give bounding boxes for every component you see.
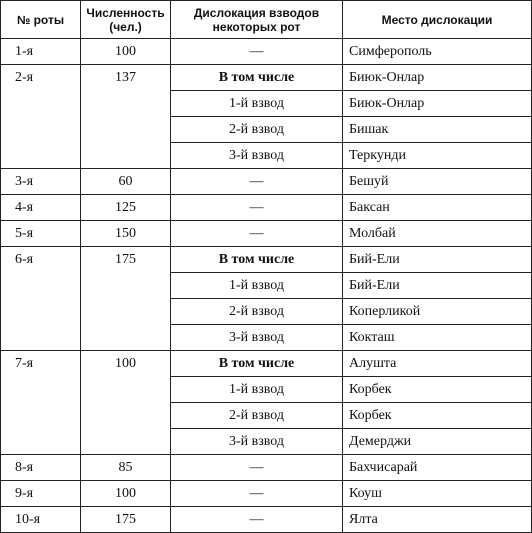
platoon-cell: В том числе [171,247,343,273]
platoon-cell: 1-й взвод [171,273,343,299]
company-number-cell: 4-я [1,195,81,221]
location-cell: Бишак [343,117,532,143]
platoon-cell: 2-й взвод [171,117,343,143]
platoon-cell: 3-й взвод [171,143,343,169]
table-row [1,507,532,533]
location-cell: Коперликой [343,299,532,325]
location-cell: Биюк-Онлар [343,91,532,117]
table-body [1,39,532,533]
platoon-cell: 3-й взвод [171,325,343,351]
table-row [1,65,532,91]
header-platoon-dislocation: Дислокация взводов некоторых рот [171,1,343,39]
table-row [1,221,532,247]
platoon-cell: — [171,195,343,221]
location-cell: Корбек [343,377,532,403]
platoon-cell: В том числе [171,65,343,91]
company-number-cell: 5-я [1,221,81,247]
header-row [1,1,532,39]
company-number-cell: 8-я [1,455,81,481]
location-cell: Демерджи [343,429,532,455]
location-cell: Биюк-Онлар [343,65,532,91]
headcount-cell: 175 [81,507,171,533]
headcount-cell: 100 [81,39,171,65]
company-number-cell: 7-я [1,351,81,455]
location-cell: Ялта [343,507,532,533]
company-number-cell: 1-я [1,39,81,65]
table-row [1,455,532,481]
headcount-cell: 150 [81,221,171,247]
company-number-cell: 10-я [1,507,81,533]
table-row [1,351,532,377]
location-cell: Бешуй [343,169,532,195]
table-row [1,195,532,221]
company-number-cell: 2-я [1,65,81,169]
table-row [1,39,532,65]
location-cell: Коуш [343,481,532,507]
location-cell: Бий-Ели [343,247,532,273]
location-cell: Молбай [343,221,532,247]
company-number-cell: 3-я [1,169,81,195]
platoon-cell: — [171,455,343,481]
platoon-cell: В том числе [171,351,343,377]
header-headcount: Численность (чел.) [81,1,171,39]
location-cell: Корбек [343,403,532,429]
location-cell: Теркунди [343,143,532,169]
table-row [1,247,532,273]
platoon-cell: — [171,507,343,533]
header-company-number: № роты [1,1,81,39]
location-cell: Кокташ [343,325,532,351]
company-number-cell: 9-я [1,481,81,507]
headcount-cell: 100 [81,481,171,507]
platoon-cell: — [171,221,343,247]
headcount-cell: 60 [81,169,171,195]
table-row [1,169,532,195]
platoon-cell: 3-й взвод [171,429,343,455]
platoon-cell: — [171,481,343,507]
location-cell: Бахчисарай [343,455,532,481]
headcount-cell: 100 [81,351,171,455]
platoon-cell: — [171,169,343,195]
headcount-cell: 85 [81,455,171,481]
platoon-cell: 2-й взвод [171,403,343,429]
headcount-cell: 175 [81,247,171,351]
platoon-cell: 2-й взвод [171,299,343,325]
platoon-cell: 1-й взвод [171,377,343,403]
location-cell: Алушта [343,351,532,377]
location-cell: Бий-Ели [343,273,532,299]
platoon-cell: — [171,39,343,65]
headcount-cell: 137 [81,65,171,169]
location-cell: Баксан [343,195,532,221]
location-cell: Симферополь [343,39,532,65]
table-row [1,481,532,507]
platoon-cell: 1-й взвод [171,91,343,117]
company-number-cell: 6-я [1,247,81,351]
header-location: Место дислокации [343,1,532,39]
headcount-cell: 125 [81,195,171,221]
